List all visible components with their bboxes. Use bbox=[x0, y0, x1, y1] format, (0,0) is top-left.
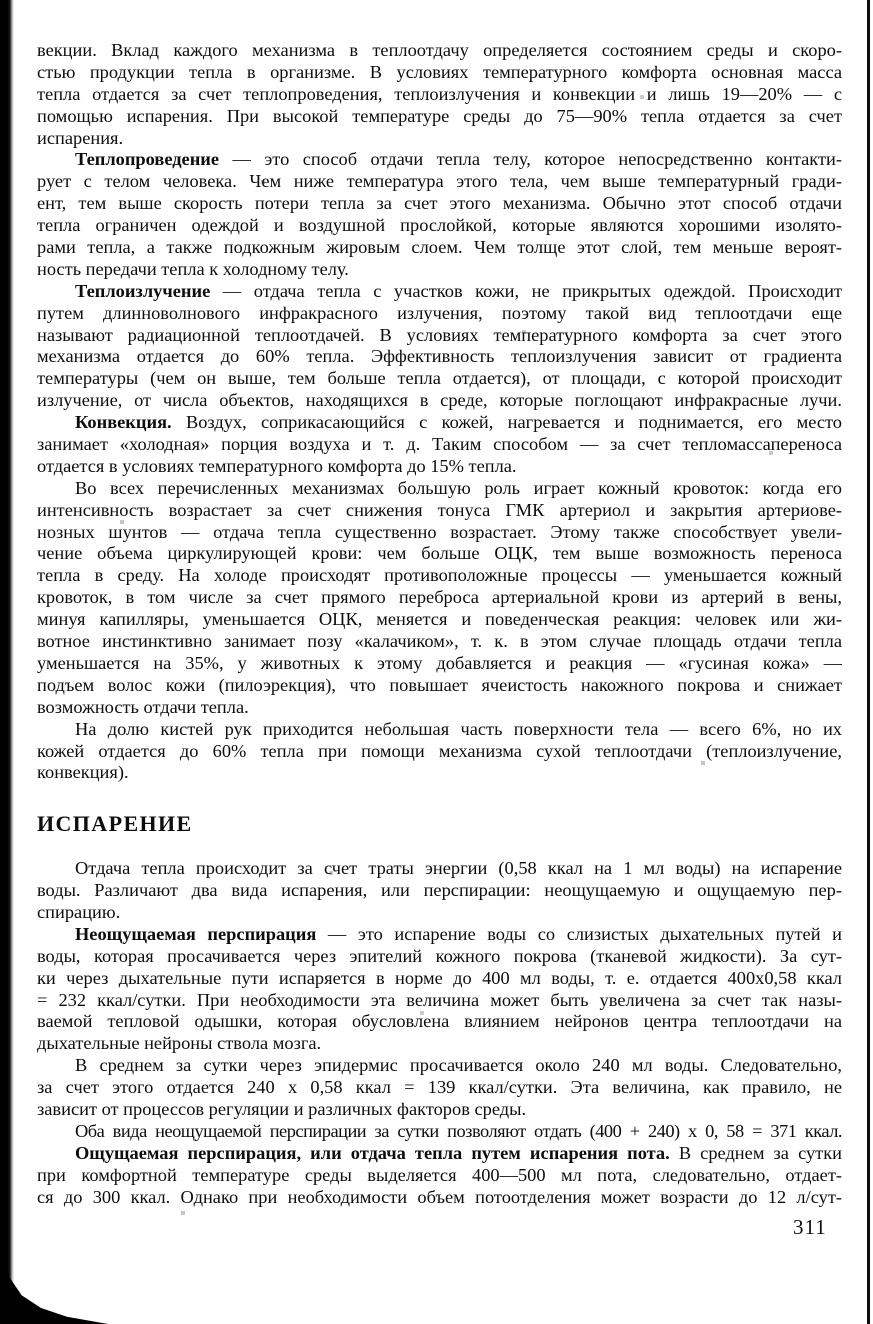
paragraph bbox=[37, 719, 842, 785]
text-line: механизма отдается до 60% тепла. Эффективность теплоизлучения зависит от градиента bbox=[37, 346, 842, 367]
text-line: ент, тем выше скорость потери тепла за счет этого механизма. Обычно этот способ отдачи bbox=[37, 193, 842, 214]
text-line: испарения. bbox=[37, 127, 124, 148]
text-line: помощью испарения. При высокой температуре среды до 75—90% тепла отдается за счет bbox=[37, 105, 842, 126]
text-line: воды, которая просачивается через эпителий кожного покрова (тканевой жидкости). За сут- bbox=[37, 945, 842, 966]
text-line: путем длинноволнового инфракрасного излучения, поэтому такой вид теплоотдачи еще bbox=[37, 302, 842, 323]
text-line: Неощущаемая перспирация — это испарение воды со слизистых дыхательных путей и bbox=[75, 923, 842, 944]
text-line: уменьшается на 35%, у животных к этому добавляется и реакция — «гусиная кожа» — bbox=[37, 652, 842, 673]
text-line: векции. Вклад каждого механизма в теплоотдачу определяется состоянием среды и скоро- bbox=[37, 40, 842, 60]
text-line: конвекция). bbox=[37, 762, 129, 783]
text-line: излучение, от числа объектов, находящихся в среде, которые поглощают инфракрасные лучи. bbox=[37, 390, 842, 411]
scan-corner-bottom-left-artifact bbox=[0, 1244, 108, 1324]
paragraph bbox=[37, 281, 842, 412]
text-line: температуры (чем он выше, тем больше тепла отдается), от площади, с которой происходит bbox=[37, 368, 842, 389]
text-line: минуя капилляры, уменьшается ОЦК, меняется и поведенческая реакция: человек или жи- bbox=[37, 609, 842, 630]
text-line: интенсивность возрастает за счет снижения тонуса ГМК артериол и закрытия артериове- bbox=[37, 499, 842, 520]
text-line: Теплопроведение — это способ отдачи тепла телу, которое непосредственно контакти- bbox=[75, 149, 842, 170]
text-line: ваемой тепловой одышки, которая обусловлена влиянием нейронов центра теплоотдачи на bbox=[37, 1011, 842, 1032]
scan-noise-speckles bbox=[0, 0, 2, 2]
text-line: ки через дыхательные пути испаряется в норме до 400 мл воды, т. е. отдается 400х0,58 ккал bbox=[37, 967, 842, 988]
bold-lead-in: Неощущаемая перспирация bbox=[75, 923, 317, 944]
text-line: называют радиационной теплоотдачей. В условиях температурного комфорта за счет этого bbox=[37, 324, 842, 345]
text-line: Теплоизлучение — отдача тепла с участков кожи, не прикрытых одеждой. Происходит bbox=[75, 280, 842, 301]
text-line: В среднем за сутки через эпидермис просачивается около 240 мл воды. Следовательно, bbox=[75, 1055, 842, 1076]
bold-lead-in: Теплопроведение bbox=[75, 149, 220, 170]
bold-lead-in: Теплоизлучение bbox=[75, 280, 211, 301]
page-number: 311 bbox=[793, 1215, 827, 1239]
text-line: Конвекция. Воздух, соприкасающийся с кожей, нагревается и поднимается, его место bbox=[75, 412, 842, 433]
text-line: вотное инстинктивно занимает позу «калачиком», т. к. в этом случае площадь отдачи тепла bbox=[37, 631, 842, 652]
paragraph bbox=[37, 924, 842, 1055]
text-line: нозных шунтов — отдача тепла существенно возрастает. Этому также способствует увели- bbox=[37, 521, 842, 542]
text-line: На долю кистей рук приходится небольшая часть поверхности тела — всего 6%, но их bbox=[75, 718, 842, 739]
text-line: = 232 ккал/сутки. При необходимости эта величина может быть увеличена за счет так назы- bbox=[37, 989, 842, 1010]
text-line: зависит от процессов регуляции и различных факторов среды. bbox=[37, 1098, 527, 1119]
paragraph bbox=[37, 1121, 842, 1143]
paragraph bbox=[37, 40, 842, 149]
text-line: рами тепла, а также подкожным жировым слоем. Чем толще этот слой, тем меньше вероят- bbox=[37, 237, 842, 258]
bold-lead-in: Ощущаемая перспирация, или отдача тепла путем испарения пота. bbox=[75, 1142, 670, 1163]
text-line: Оба вида неощущаемой перспирации за сутки позволяют отдать (400 + 240) х 0, 58 = 371 ккал. bbox=[75, 1120, 842, 1141]
text-line: воды. Различают два вида испарения, или перспирации: неощущаемую и ощущаемую пер- bbox=[37, 880, 842, 901]
text-column bbox=[37, 40, 842, 1208]
paragraph bbox=[37, 1055, 842, 1121]
paragraph bbox=[37, 858, 842, 924]
scan-edge-right-artifact bbox=[867, 0, 870, 1324]
text-line: возможность отдачи тепла. bbox=[37, 696, 249, 717]
text-line: подъем волос кожи (пилоэрекция), что повышает ячеистость накожного покрова и снижает bbox=[37, 674, 842, 695]
paragraph bbox=[37, 412, 842, 478]
bold-lead-in: Конвекция. bbox=[75, 412, 172, 433]
text-line: чение объема циркулирующей крови: чем больше ОЦК, тем выше возможность переноса bbox=[37, 543, 842, 564]
text-line: кожей отдается до 60% тепла при помощи механизма сухой теплоотдачи (теплоизлучение, bbox=[37, 740, 842, 761]
text-line: за счет этого отдается 240 х 0,58 ккал = 139 ккал/сутки. Эта величина, как правило, не bbox=[37, 1077, 842, 1098]
text-line: ность передачи тепла к холодному телу. bbox=[37, 258, 349, 279]
text-line: отдается в условиях температурного комфорта до 15% тепла. bbox=[37, 455, 517, 476]
section-heading: ИСПАРЕНИЕ bbox=[37, 811, 193, 837]
text-line: Во всех перечисленных механизмах большую роль играет кожный кровоток: когда его bbox=[75, 477, 842, 498]
text-line: Ощущаемая перспирация, или отдача тепла путем испарения пота. В среднем за сутки bbox=[75, 1142, 842, 1163]
text-line: тепла в среду. На холоде происходят противоположные процессы — уменьшается кожный bbox=[37, 565, 842, 586]
text-line: тепла отдается за счет теплопроведения, теплоизлучения и конвекции и лишь 19—20% — с bbox=[37, 83, 842, 104]
text-line: кровоток, в том числе за счет прямого переброса артериальной крови из артерий в вены, bbox=[37, 587, 842, 608]
paragraph bbox=[37, 1143, 842, 1209]
paragraph bbox=[37, 478, 842, 719]
scan-edge-left-artifact bbox=[0, 0, 14, 1324]
text-line: рует с телом человека. Чем ниже температура этого тела, чем выше температурный гради- bbox=[37, 171, 842, 192]
text-line: дыхательные нейроны ствола мозга. bbox=[37, 1033, 322, 1054]
text-line: стью продукции тепла в организме. В условиях температурного комфорта основная масса bbox=[37, 61, 842, 82]
text-line: Отдача тепла происходит за счет траты энергии (0,58 ккал на 1 мл воды) на испарение bbox=[75, 858, 842, 879]
text-line: спирацию. bbox=[37, 901, 121, 922]
paragraph bbox=[37, 149, 842, 280]
text-line: ся до 300 ккал. Однако при необходимости объем потоотделения может возрасти до 12 л/сут- bbox=[37, 1186, 842, 1207]
text-line: занимает «холодная» порция воздуха и т. д. Таким способом — за счет тепломассапереноса bbox=[37, 434, 842, 455]
text-line: тепла ограничен одеждой и воздушной прослойкой, которые являются хорошими изолято- bbox=[37, 215, 842, 236]
text-line: при комфортной температуре среды выделяется 400—500 мл пота, следовательно, отдает- bbox=[37, 1164, 842, 1185]
